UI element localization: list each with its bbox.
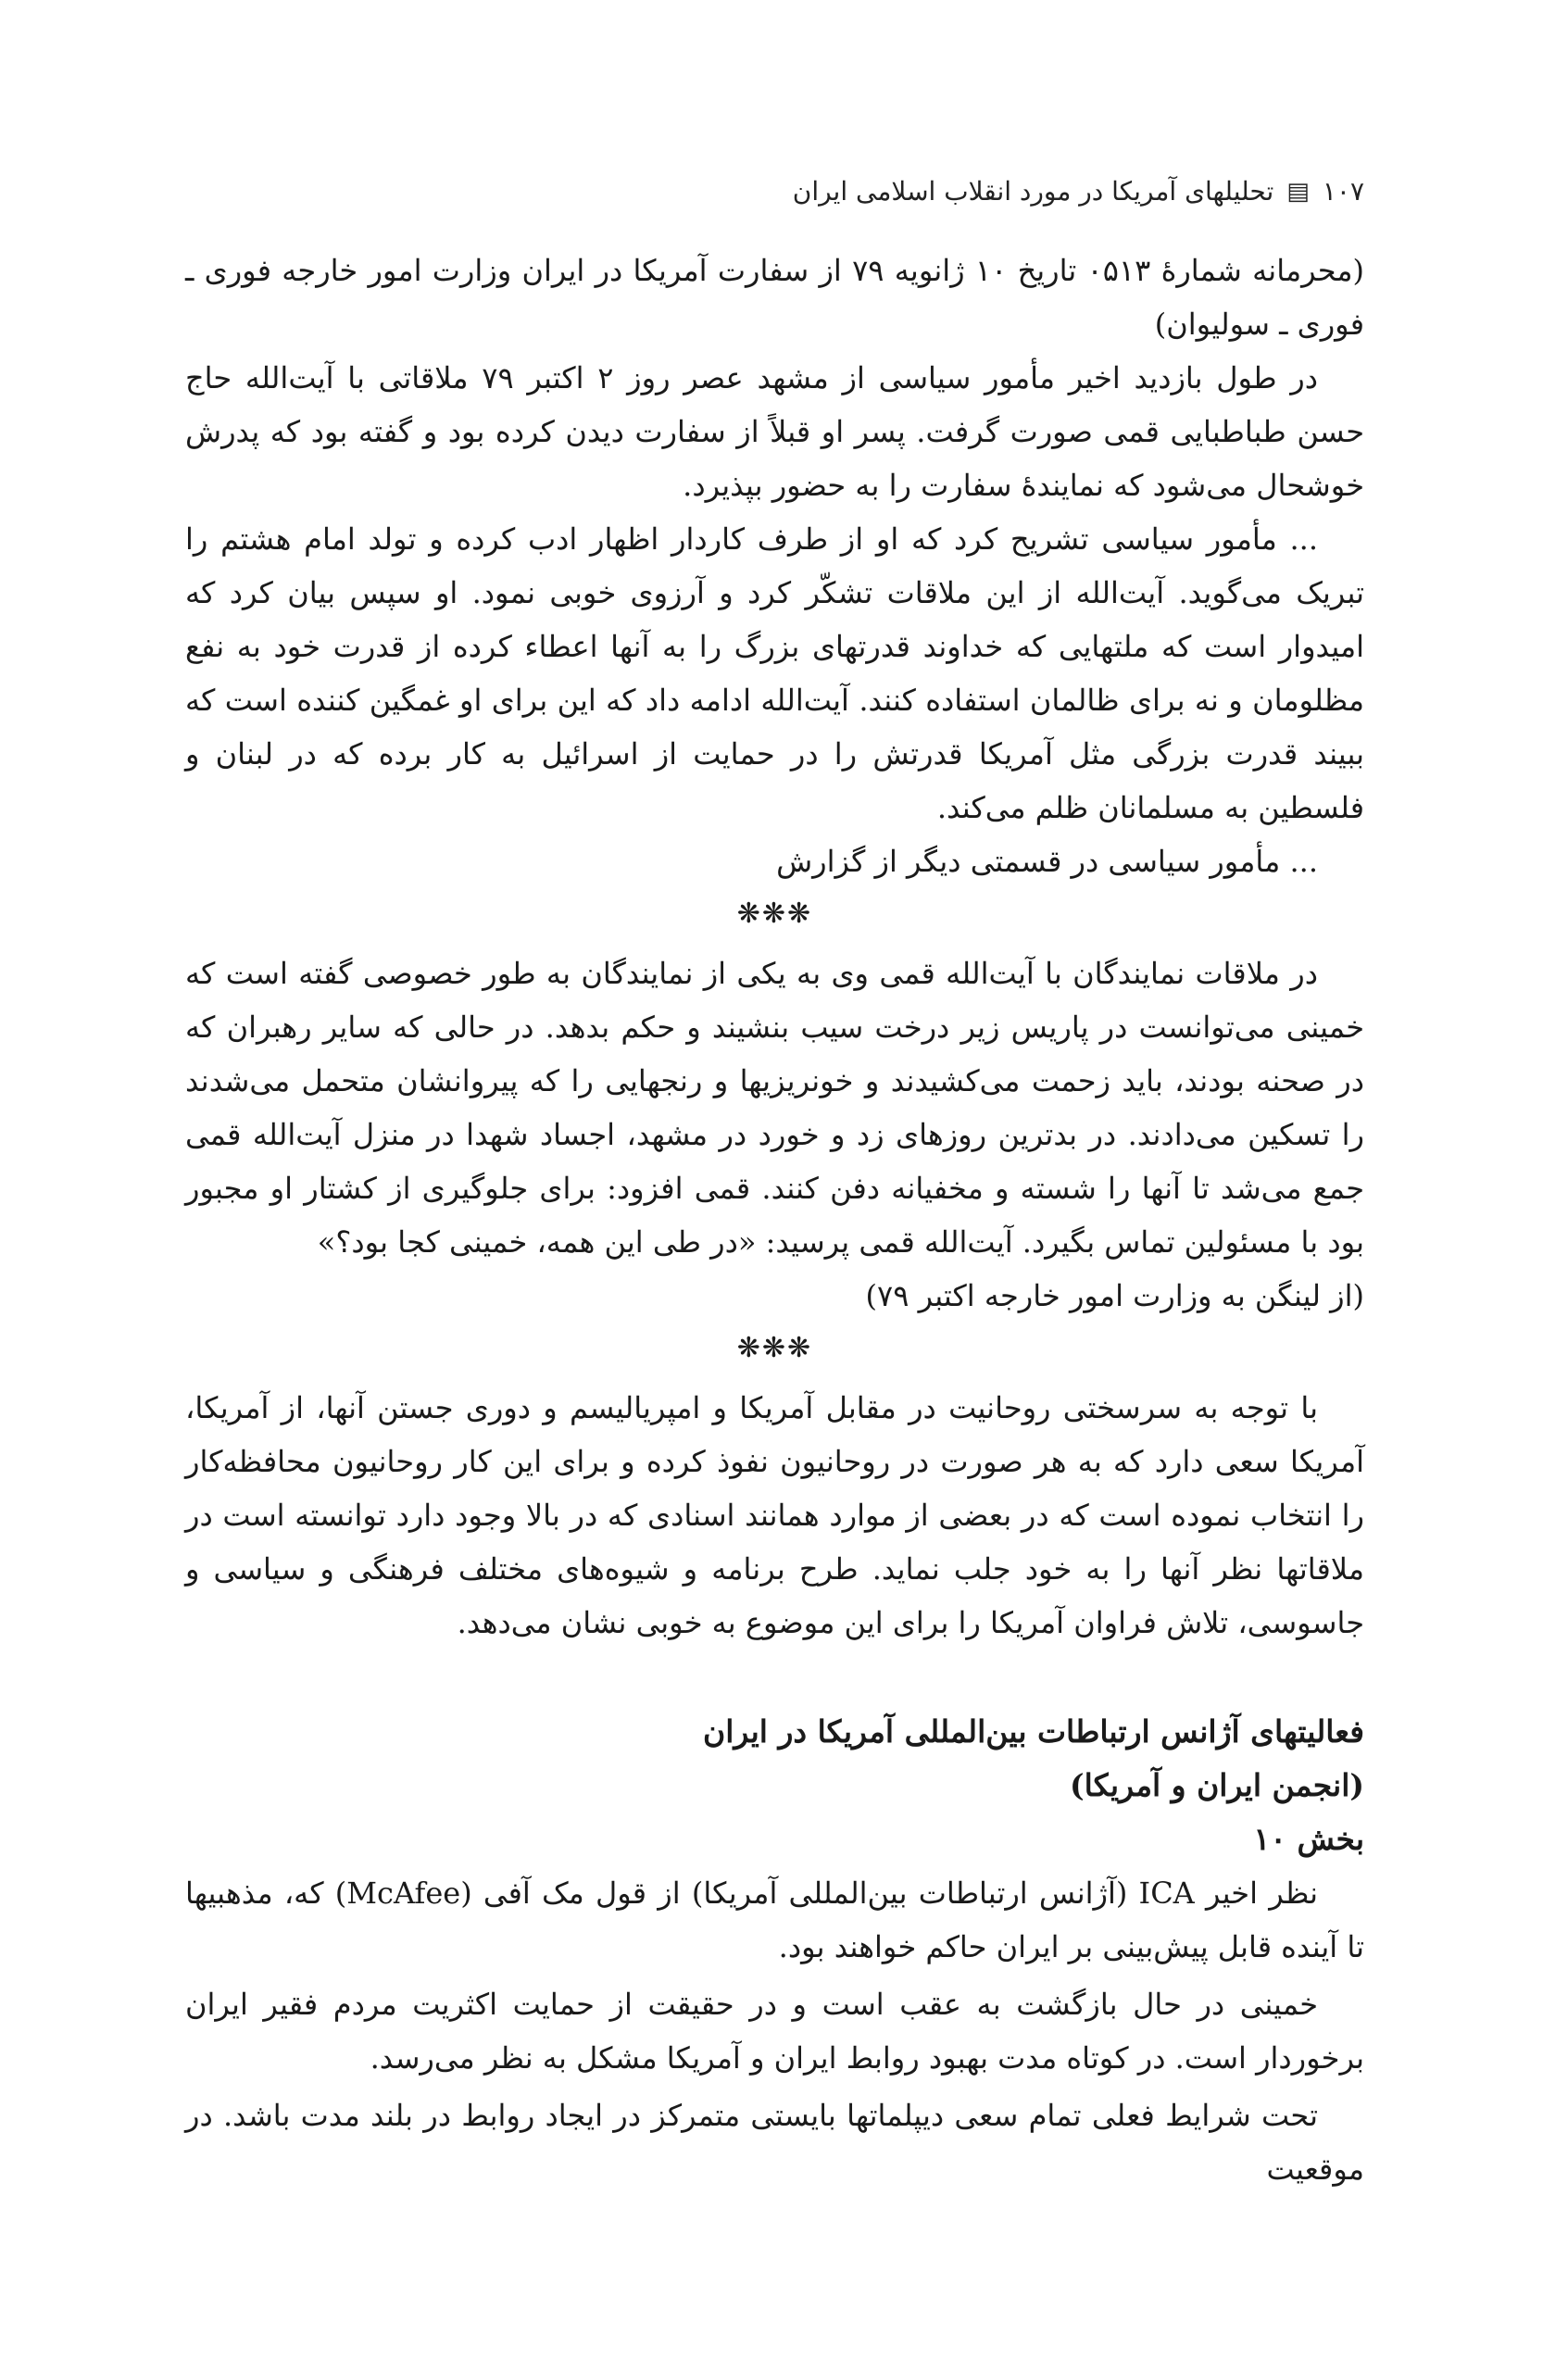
page-number: ۱۰۷ xyxy=(1322,176,1364,207)
section-separator: ❋❋❋ xyxy=(736,897,813,930)
paragraph-private-remarks: در ملاقات نمایندگان با آیت‌الله قمی وی به یکی از نمایندگان به طور خصوصی گفته است که خمینی می‌توانست در پاریس زیر درخت سیب بنشیند و حکم بدهد. در حالی که سایر رهبران که در صحنه بودند، باید زحمت می‌کشیدند و خونریزیها و رنجهایی را که پیروانشان متحمل می‌شدند را تسکین می‌دادند. در بدترین روزهای زد و خورد در مشهد، اجساد شهدا در منزل آیت‌الله قمی جمع می‌شد تا آنها را شسته و مخفیانه دفن کنند. قمی افزود: برای جلوگیری از کشتار او مجبور بود با مسئولین تماس بگیرد. آیت‌الله قمی پرسید: «در طی این همه، خمینی کجا بود؟» xyxy=(185,956,1364,1260)
running-title: تحلیلهای آمریکا در مورد انقلاب اسلامی ایران xyxy=(792,176,1274,207)
paragraph-analysis: با توجه به سرسختی روحانیت در مقابل آمریکا و امپریالیسم و دوری جستن آنها، از آمریکا، آمریکا سعی دارد که به هر صورت در روحانیون نفوذ کرده و برای این کار روحانیون محافظه‌کار را انتخاب نموده است که در بعضی از موارد همانند اسنادی که در بالا وجود دارد توانسته است در ملاقاتها نظر آنها را به خود جلب نماید. طرح برنامه و شیوه‌های مختلف فرهنگی و سیاسی و جاسوسی، تلاش فراوان آمریکا را برای این موضوع به خوبی نشان می‌دهد. xyxy=(185,1390,1364,1640)
paragraph-report-continued: ... مأمور سیاسی در قسمتی دیگر از گزارش xyxy=(776,844,1318,879)
paragraph-khomeini: خمینی در حال بازگشت به عقب است و در حقیقت از حمایت اکثریت مردم فقیر ایران برخوردار است. در کوتاه مدت بهبود روابط ایران و آمریکا مشکل به نظر می‌رسد. xyxy=(185,1987,1364,2076)
section-heading: فعالیتهای آژانس ارتباطات بین‌المللی آمریکا در ایران xyxy=(703,1713,1364,1750)
section-header xyxy=(185,1705,1364,1866)
paragraph-conditions: تحت شرایط فعلی تمام سعی دیپلماتها بایستی متمرکز در ایجاد روابط در بلند مدت باشد. در موقعیت xyxy=(185,2098,1364,2187)
page-icon: ▤ xyxy=(1286,177,1310,206)
section-part: بخش ۱۰ xyxy=(1253,1821,1364,1857)
section-subheading: (انجمن ایران و آمریکا) xyxy=(1070,1767,1364,1803)
running-header xyxy=(185,176,1364,207)
paragraph-source-note: (از لینگن به وزارت امور خارجه اکتبر ۷۹) xyxy=(865,1278,1364,1313)
paragraph-memo-reference: (محرمانه شمارهٔ ۰۵۱۳ تاریخ ۱۰ ژانویه ۷۹ از سفارت آمریکا در ایران وزارت امور خارجه فوری ـ فوری ـ سولیوان) xyxy=(185,253,1365,342)
paragraph-visit: در طول بازدید اخیر مأمور سیاسی از مشهد عصر روز ۲ اکتبر ۷۹ ملاقاتی با آیت‌الله حاج حسن طباطبایی قمی صورت گرفت. پسر او قبلاً از سفارت دیدن کرده بود و گفته بود که پدرش خوشحال می‌شود که نمایندهٔ سفارت را به حضور بپذیرد. xyxy=(185,360,1365,503)
paragraph-ayatollah-remarks: ... مأمور سیاسی تشریح کرد که او از طرف کاردار اظهار ادب کرده و تولد امام هشتم را تبریک می‌گوید. آیت‌الله از این ملاقات تشکّر کرد و آرزوی خوبی نمود. او سپس بیان کرد که امیدوار است که ملتهایی که خداوند قدرتهای بزرگ را به آنها اعطاء کرده از قدرت خود به نفع مظلومان و نه برای ظالمان استفاده کنند. آیت‌الله ادامه داد که این برای او غمگین کننده است که ببیند قدرت بزرگی مثل آمریکا قدرتش را در حمایت از اسرائیل به کار برده که در لبنان و فلسطین به مسلمانان ظلم می‌کند. xyxy=(185,521,1365,825)
section-separator: ❋❋❋ xyxy=(736,1332,813,1364)
paragraph-ica-view: نظر اخیر ICA (آژانس ارتباطات بین‌المللی آمریکا) از قول مک آفی (McAfee) که، مذهبیها تا آینده قابل پیش‌بینی بر ایران حاکم خواهند بود. xyxy=(185,1875,1364,1964)
